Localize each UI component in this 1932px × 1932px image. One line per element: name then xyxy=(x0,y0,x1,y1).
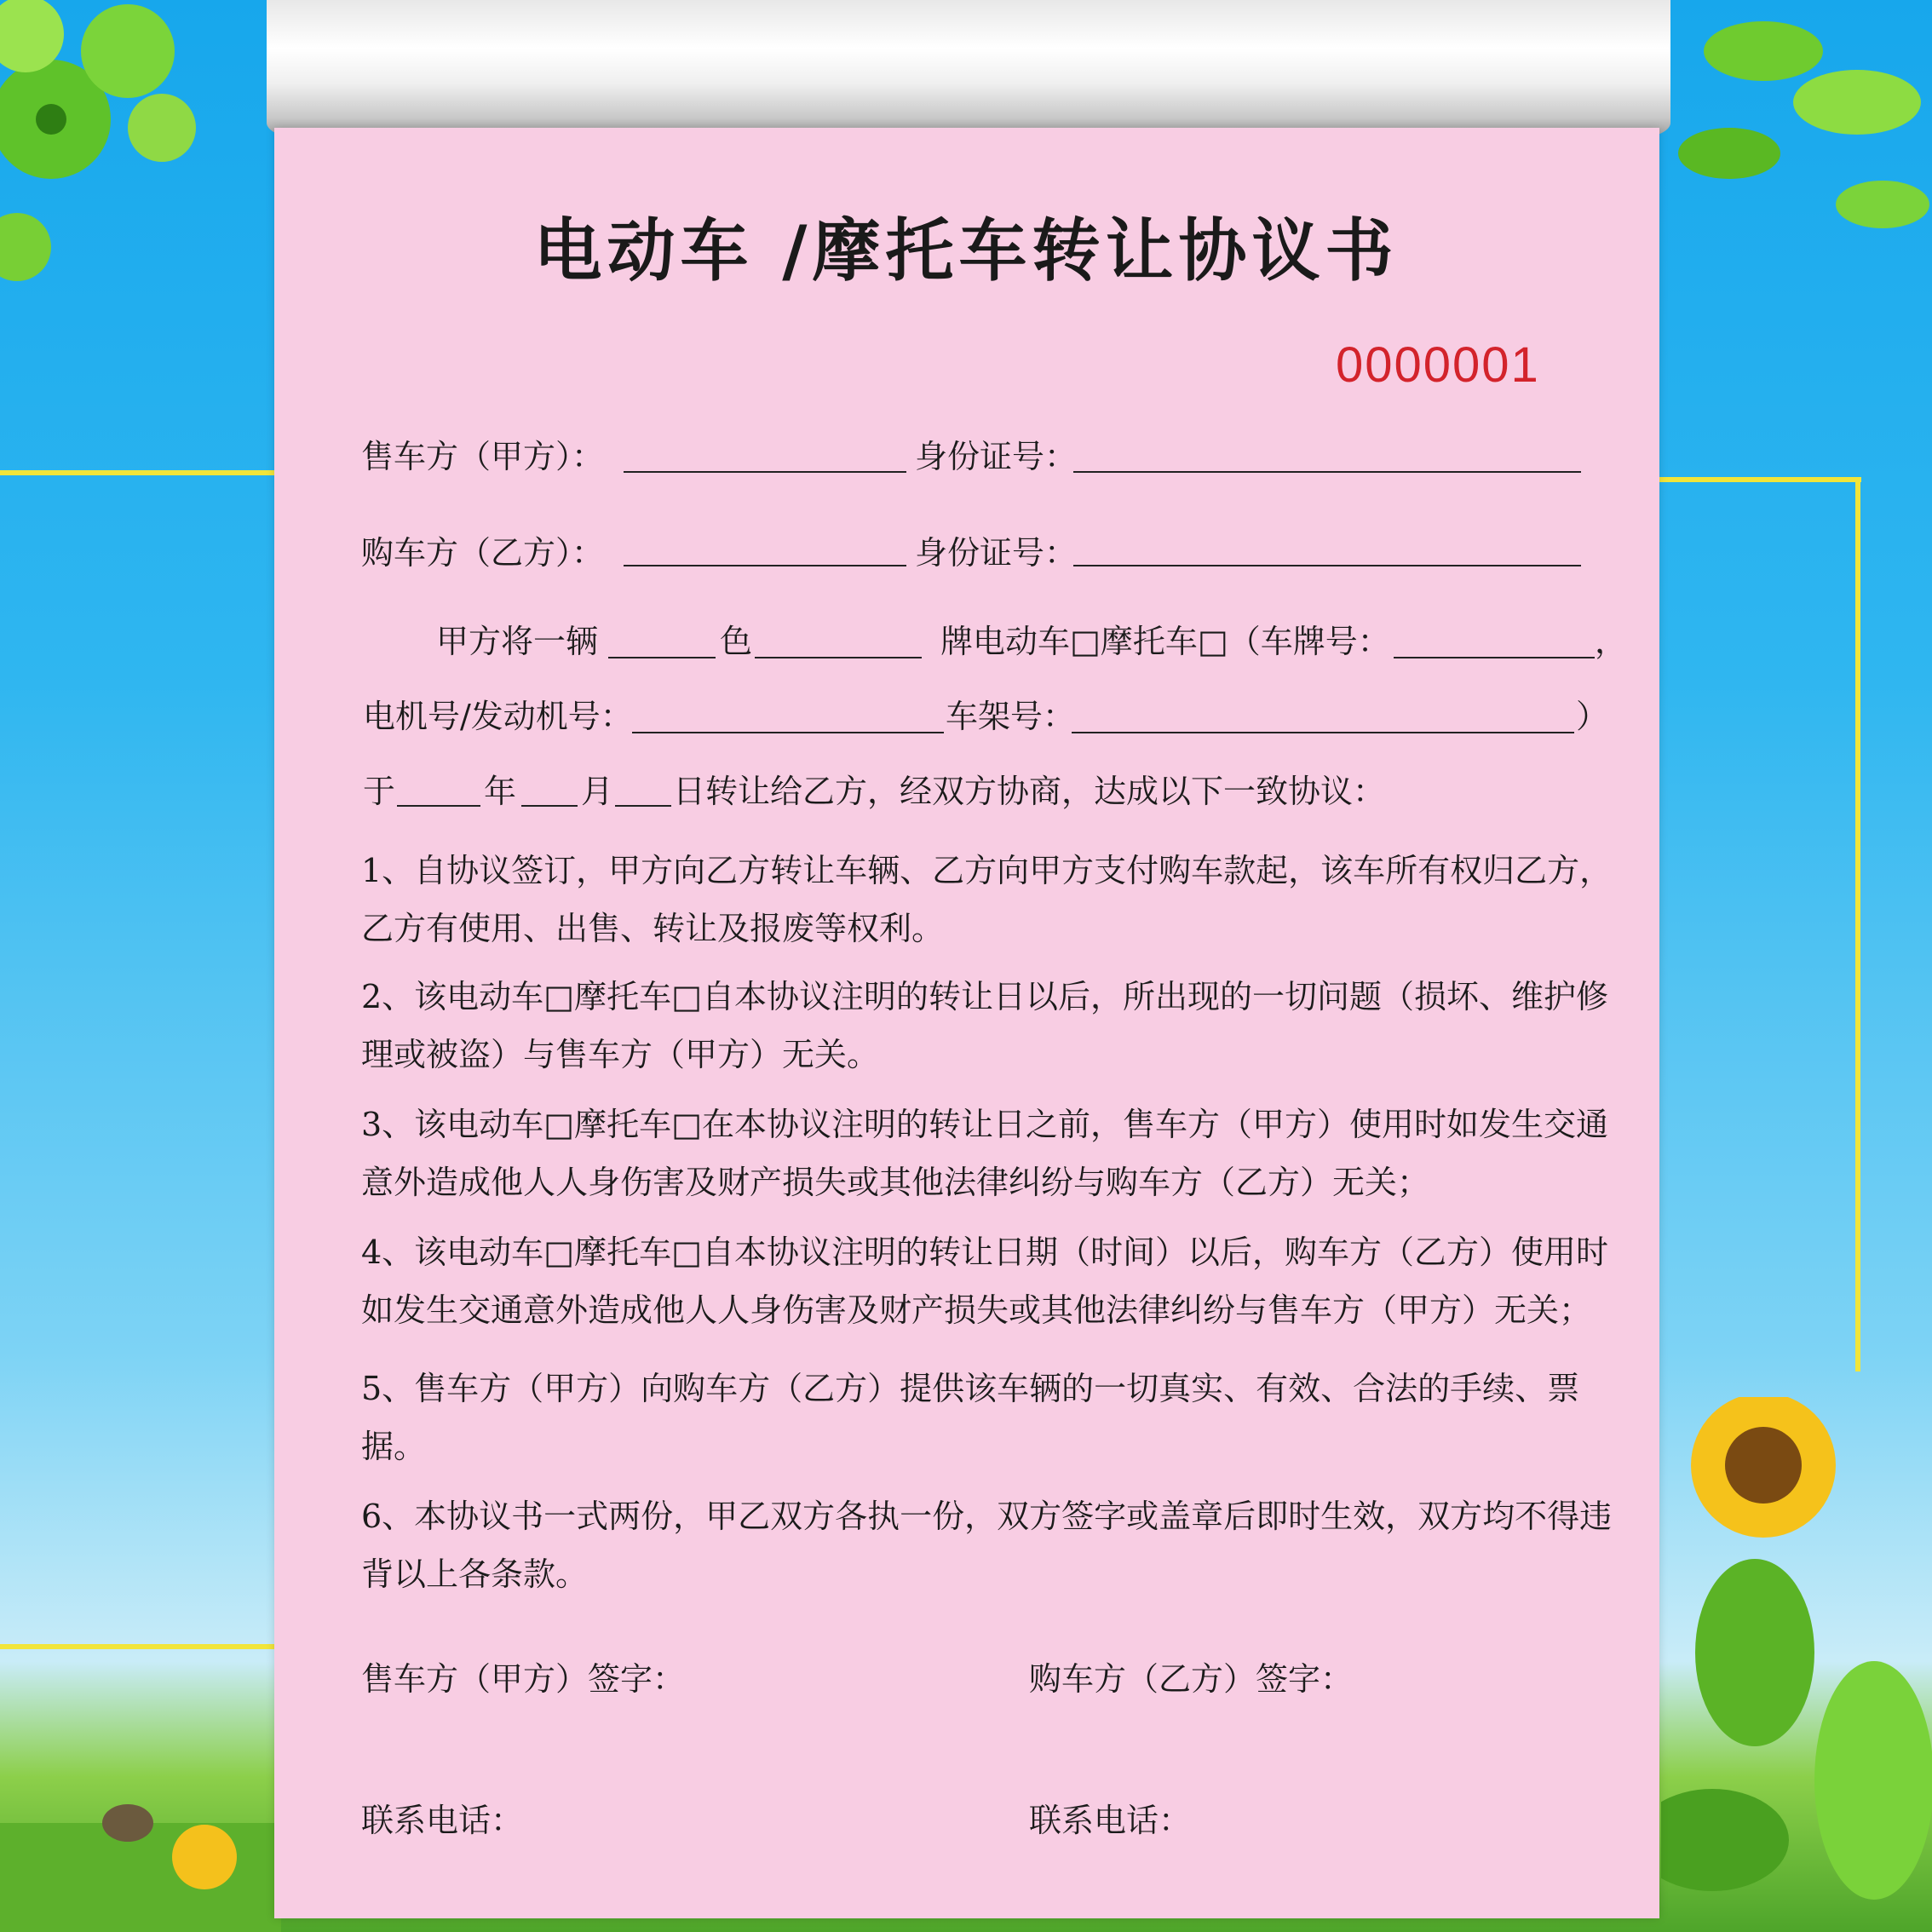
buyer-id-label: 身份证号： xyxy=(915,534,1078,572)
date-suffix: 日转让给乙方，经双方协商，达成以下一致协议： xyxy=(673,773,1386,810)
date-prefix: 于 xyxy=(363,773,396,810)
motor-number-label: 电机号/发动机号： xyxy=(363,698,633,735)
buyer-name-blank[interactable] xyxy=(624,564,906,566)
background-frame-right-vertical xyxy=(1855,477,1860,1371)
month-blank[interactable] xyxy=(521,804,578,807)
seller-phone-label: 联系电话： xyxy=(361,1802,524,1839)
seller-signature-label: 售车方（甲方）签字： xyxy=(361,1660,686,1698)
background-frame-top-left xyxy=(0,470,281,475)
paper-roll-top xyxy=(267,0,1670,138)
buyer-signature-label: 购车方（乙方）签字： xyxy=(1029,1660,1354,1698)
seller-id-blank[interactable] xyxy=(1073,470,1581,473)
vehicle-brand-text: 牌电动车□摩托车□（车牌号： xyxy=(940,623,1390,660)
seller-name-blank[interactable] xyxy=(624,470,906,473)
buyer-phone-label: 联系电话： xyxy=(1029,1802,1192,1839)
clause-1: 1、自协议签订，甲方向乙方转让车辆、乙方向甲方支付购车款起，该车所有权归乙方，乙方有使用、出售、转让及报废等权利。 xyxy=(361,852,1613,947)
background-frame-top-right xyxy=(1657,477,1861,482)
clause-6: 6、本协议书一式两份，甲乙双方各执一份，双方签字或盖章后即时生效，双方均不得违背以上各条款。 xyxy=(361,1498,1613,1593)
serial-number: 0000001 xyxy=(1336,337,1540,393)
clause-3: 3、该电动车□摩托车□在本协议注明的转让日之前，售车方（甲方）使用时如发生交通意外造成他人人身伤害及财产损失或其他法律纠纷与购车方（乙方）无关； xyxy=(361,1106,1608,1201)
background-frame-bottom-left xyxy=(0,1644,281,1649)
frame-number-blank[interactable] xyxy=(1072,731,1574,733)
motor-number-blank[interactable] xyxy=(632,731,944,733)
vehicle-count-blank[interactable] xyxy=(608,656,716,658)
clause-2: 2、该电动车□摩托车□自本协议注明的转让日以后，所出现的一切问题（损坏、维护修理或被盗）与售车方（甲方）无关。 xyxy=(361,978,1608,1073)
grass-decoration-bottom-left xyxy=(0,1772,281,1932)
vehicle-color-blank[interactable] xyxy=(755,656,922,658)
vehicle-color-label: 色 xyxy=(720,623,753,660)
buyer-label: 购车方（乙方）： xyxy=(361,534,605,572)
day-blank[interactable] xyxy=(615,804,671,807)
plate-number-blank[interactable] xyxy=(1394,656,1595,658)
buyer-id-blank[interactable] xyxy=(1073,564,1581,566)
document-title: 电动车 /摩托车转让协议书 xyxy=(533,211,1399,290)
year-label: 年 xyxy=(484,773,517,810)
vehicle-line-comma: ， xyxy=(1595,623,1628,660)
frame-number-label: 车架号： xyxy=(946,698,1076,735)
year-blank[interactable] xyxy=(397,804,480,807)
frame-close-paren: ） xyxy=(1576,698,1609,735)
seller-id-label: 身份证号： xyxy=(915,438,1078,475)
seller-label: 售车方（甲方）： xyxy=(361,438,605,475)
month-label: 月 xyxy=(581,773,614,810)
clause-4: 4、该电动车□摩托车□自本协议注明的转让日期（时间）以后，购车方（乙方）使用时如发生交通意外造成他人人身伤害及财产损失或其他法律纠纷与售车方（甲方）无关； xyxy=(361,1233,1608,1329)
vehicle-intro: 甲方将一辆 xyxy=(436,623,599,660)
sunflower-decoration-bottom-right xyxy=(1661,1397,1932,1932)
clause-5: 5、售车方（甲方）向购车方（乙方）提供该车辆的一切真实、有效、合法的手续、票据。 xyxy=(361,1370,1580,1465)
